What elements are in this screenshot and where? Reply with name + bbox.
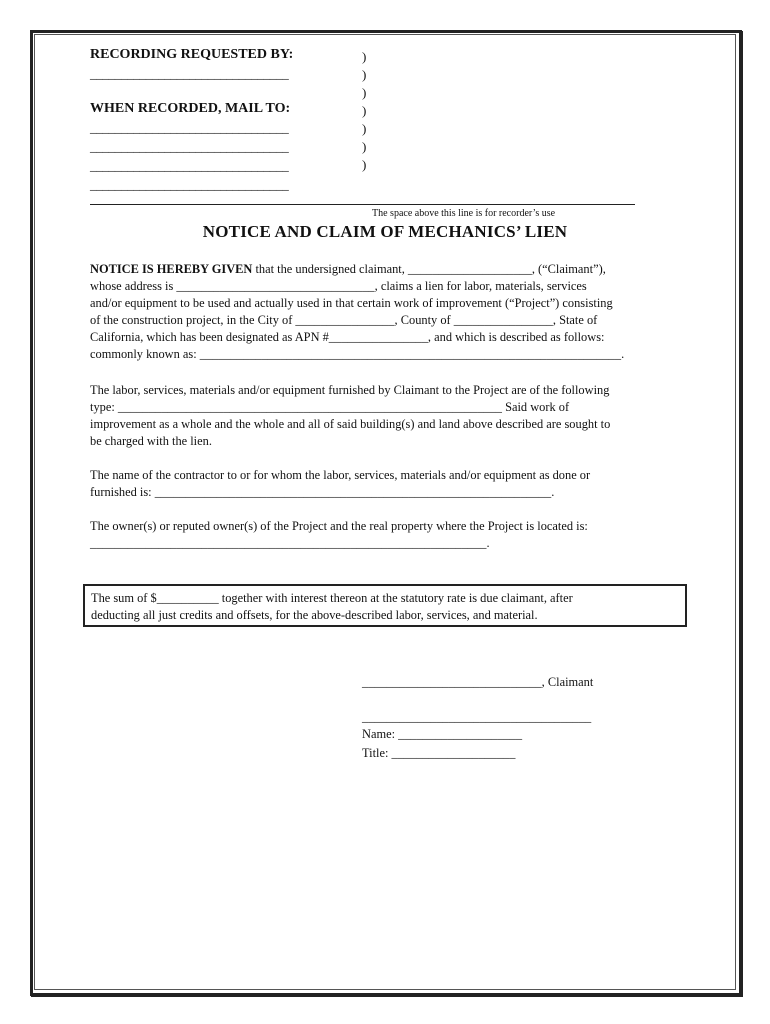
sum-box-line: deducting all just credits and offsets, for the above-described labor, services, and material. — [91, 608, 538, 622]
when-recorded-mail-to-label: WHEN RECORDED, MAIL TO: — [90, 101, 291, 116]
paragraph-line: ________________________________________________________________. — [90, 536, 490, 550]
labor-services-paragraph — [90, 382, 680, 450]
recording-requested-by-label: RECORDING REQUESTED BY: — [90, 47, 294, 62]
mail-to-blank-3[interactable]: ________________________________ — [90, 158, 289, 173]
paragraph-line: The name of the contractor to or for whom the labor, services, materials and/or equipment as done or — [90, 468, 591, 482]
paragraph-line: furnished is: ________________________________________________________________. — [90, 485, 555, 499]
recorder-note: The space above this line is for recorder’s use — [372, 208, 556, 219]
sum-box-text — [91, 590, 681, 624]
paragraph-line: be charged with the lien. — [90, 434, 212, 448]
mail-to-blank-2[interactable]: ________________________________ — [90, 139, 289, 154]
recording-requested-by-blank[interactable]: ________________________________ — [90, 66, 289, 81]
mail-to-blank-1[interactable]: ________________________________ — [90, 120, 289, 135]
paragraph-line: type: ______________________________________________________________ Said work of — [90, 400, 570, 414]
sum-box — [83, 584, 687, 627]
paren: ) — [362, 157, 367, 172]
owner-paragraph — [90, 518, 680, 552]
claimant-line-text: that the undersigned claimant, ____________________, (“Claimant”), — [252, 262, 606, 276]
contractor-paragraph — [90, 467, 680, 501]
recorder-divider-line — [90, 204, 635, 205]
paragraph-line: commonly known as: ____________________________________________________________________. — [90, 347, 625, 361]
paragraph-line: improvement as a whole and the whole and all of said building(s) and land above described are sought to — [90, 417, 611, 431]
paren: ) — [362, 49, 367, 64]
name-field[interactable]: Name: ____________________ — [362, 727, 523, 741]
paren: ) — [362, 121, 367, 136]
paragraph-line — [90, 261, 680, 278]
notice-paragraph — [90, 261, 680, 363]
paragraph-line: The labor, services, materials and/or equipment furnished by Claimant to the Project are of the following — [90, 383, 610, 397]
paren: ) — [362, 85, 367, 100]
signature-line[interactable]: _____________________________________ — [362, 710, 592, 724]
paren: ) — [362, 67, 367, 82]
title-field[interactable]: Title: ____________________ — [362, 746, 516, 760]
paren: ) — [362, 139, 367, 154]
paragraph-line: The owner(s) or reputed owner(s) of the Project and the real property where the Project is located is: — [90, 519, 588, 533]
paragraph-line: whose address is ________________________________, claims a lien for labor, materials, services — [90, 279, 587, 293]
paren: ) — [362, 103, 367, 118]
paragraph-line: California, which has been designated as APN #________________, and which is described as follows: — [90, 330, 605, 344]
claimant-signature-line[interactable]: _____________________________, Claimant — [362, 675, 594, 689]
notice-lead: NOTICE IS HEREBY GIVEN — [90, 262, 253, 276]
paragraph-line: of the construction project, in the City of ________________, County of ________________, State of — [90, 313, 598, 327]
document-title: NOTICE AND CLAIM OF MECHANICS’ LIEN — [202, 222, 568, 241]
mail-to-blank-4[interactable]: ________________________________ — [90, 177, 289, 192]
sum-box-line: The sum of $__________ together with interest thereon at the statutory rate is due claimant, after — [91, 591, 573, 605]
paragraph-line: and/or equipment to be used and actually used in that certain work of improvement (“Project”) consisting — [90, 296, 613, 310]
